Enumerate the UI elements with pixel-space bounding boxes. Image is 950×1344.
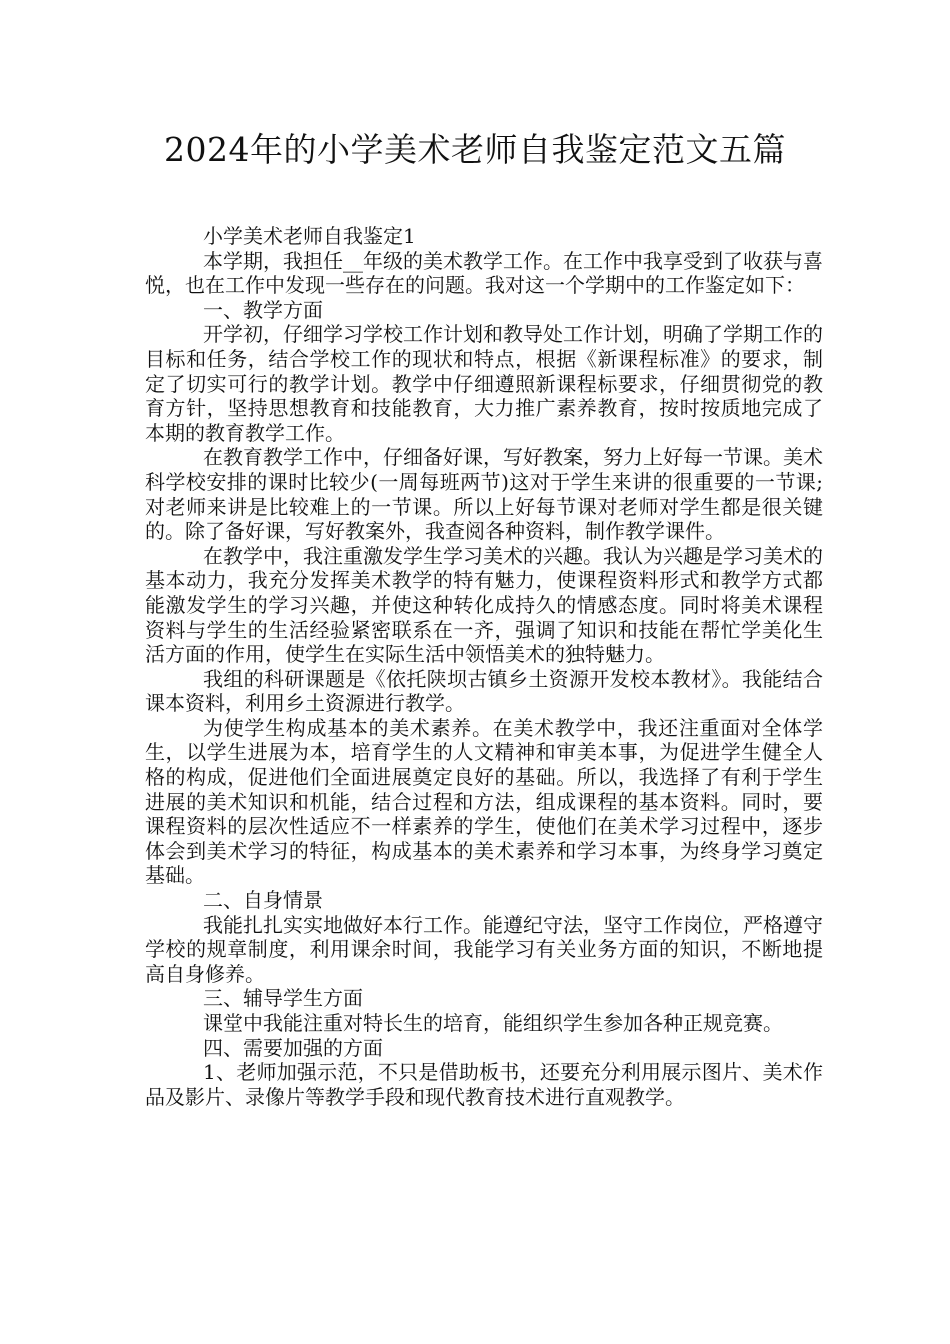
- teaching-paragraph-3: 在教学中，我注重激发学生学习美术的兴趣。我认为兴趣是学习美术的基本动力，我充分发挥美术教学的特有魅力，使课程资料形式和教学方式都能激发学生的学习兴趣，并使这种转化成持久的情感态度。同时将美术课程资料与学生的生活经验紧密联系在一齐，强调了知识和技能在帮忙学美化生活方面的作用，使学生在实际生活中领悟美术的独特魅力。: [145, 543, 823, 667]
- teaching-paragraph-5: 为使学生构成基本的美术素养。在美术教学中，我还注重面对全体学生，以学生进展为本，培育学生的人文精神和审美本事，为促进学生健全人格的构成，促进他们全面进展奠定良好的基础。所以，我选择了有利于学生进展的美术知识和机能，结合过程和方法，组成课程的基本资料。同时，要课程资料的层次性适应不一样素养的学生，使他们在美术学习过程中，逐步体会到美术学习的特征，构成基本的美术素养和学习本事，为终身学习奠定基础。: [145, 715, 823, 888]
- section-heading-essay-1: 小学美术老师自我鉴定1: [203, 224, 416, 248]
- tutoring-paragraph: 课堂中我能注重对特长生的培育，能组织学生参加各种正规竞赛。: [203, 1011, 783, 1035]
- teaching-paragraph-2: 在教育教学工作中，仔细备好课，写好教案，努力上好每一节课。美术科学校安排的课时比较少(一周每班两节)这对于学生来讲的很重要的一节课;对老师来讲是比较难上的一节课。所以上好每节课对老师对学生都是很关键的。除了备好课，写好教案外，我查阅各种资料，制作教学课件。: [145, 445, 823, 544]
- section-heading-tutoring: 三、辅导学生方面: [203, 986, 363, 1011]
- teaching-paragraph-1: 开学初，仔细学习学校工作计划和教导处工作计划，明确了学期工作的目标和任务，结合学校工作的现状和特点，根据《新课程标准》的要求，制定了切实可行的教学计划。教学中仔细遵照新课程标要求，仔细贯彻党的教育方针，坚持思想教育和技能教育，大力推广素养教育，按时按质地完成了本期的教育教学工作。: [145, 322, 823, 445]
- section-heading-teaching: 一、教学方面: [203, 297, 323, 322]
- teaching-paragraph-4: 我组的科研课题是《依托陕坝古镇乡土资源开发校本教材》。我能结合课本资料，利用乡土资源进行教学。: [145, 666, 823, 716]
- section-heading-self: 二、自身情景: [203, 888, 323, 913]
- self-paragraph: 我能扎扎实实地做好本行工作。能遵纪守法，坚守工作岗位，严格遵守学校的规章制度，利用课余时间，我能学习有关业务方面的知识，不断地提高自身修养。: [145, 912, 823, 986]
- improvement-item-1: 1、老师加强示范，不只是借助板书，还要充分利用展示图片、美术作品及影片、录像片等教学手段和现代教育技术进行直观教学。: [145, 1060, 823, 1109]
- document-title: 2024年的小学美术老师自我鉴定范文五篇: [164, 130, 786, 169]
- document-body: [145, 224, 823, 1109]
- section-heading-improvement: 四、需要加强的方面: [203, 1035, 383, 1060]
- intro-paragraph: 本学期，我担任__年级的美术教学工作。在工作中我享受到了收获与喜悦，也在工作中发现一些存在的问题。我对这一个学期中的工作鉴定如下：: [145, 248, 823, 298]
